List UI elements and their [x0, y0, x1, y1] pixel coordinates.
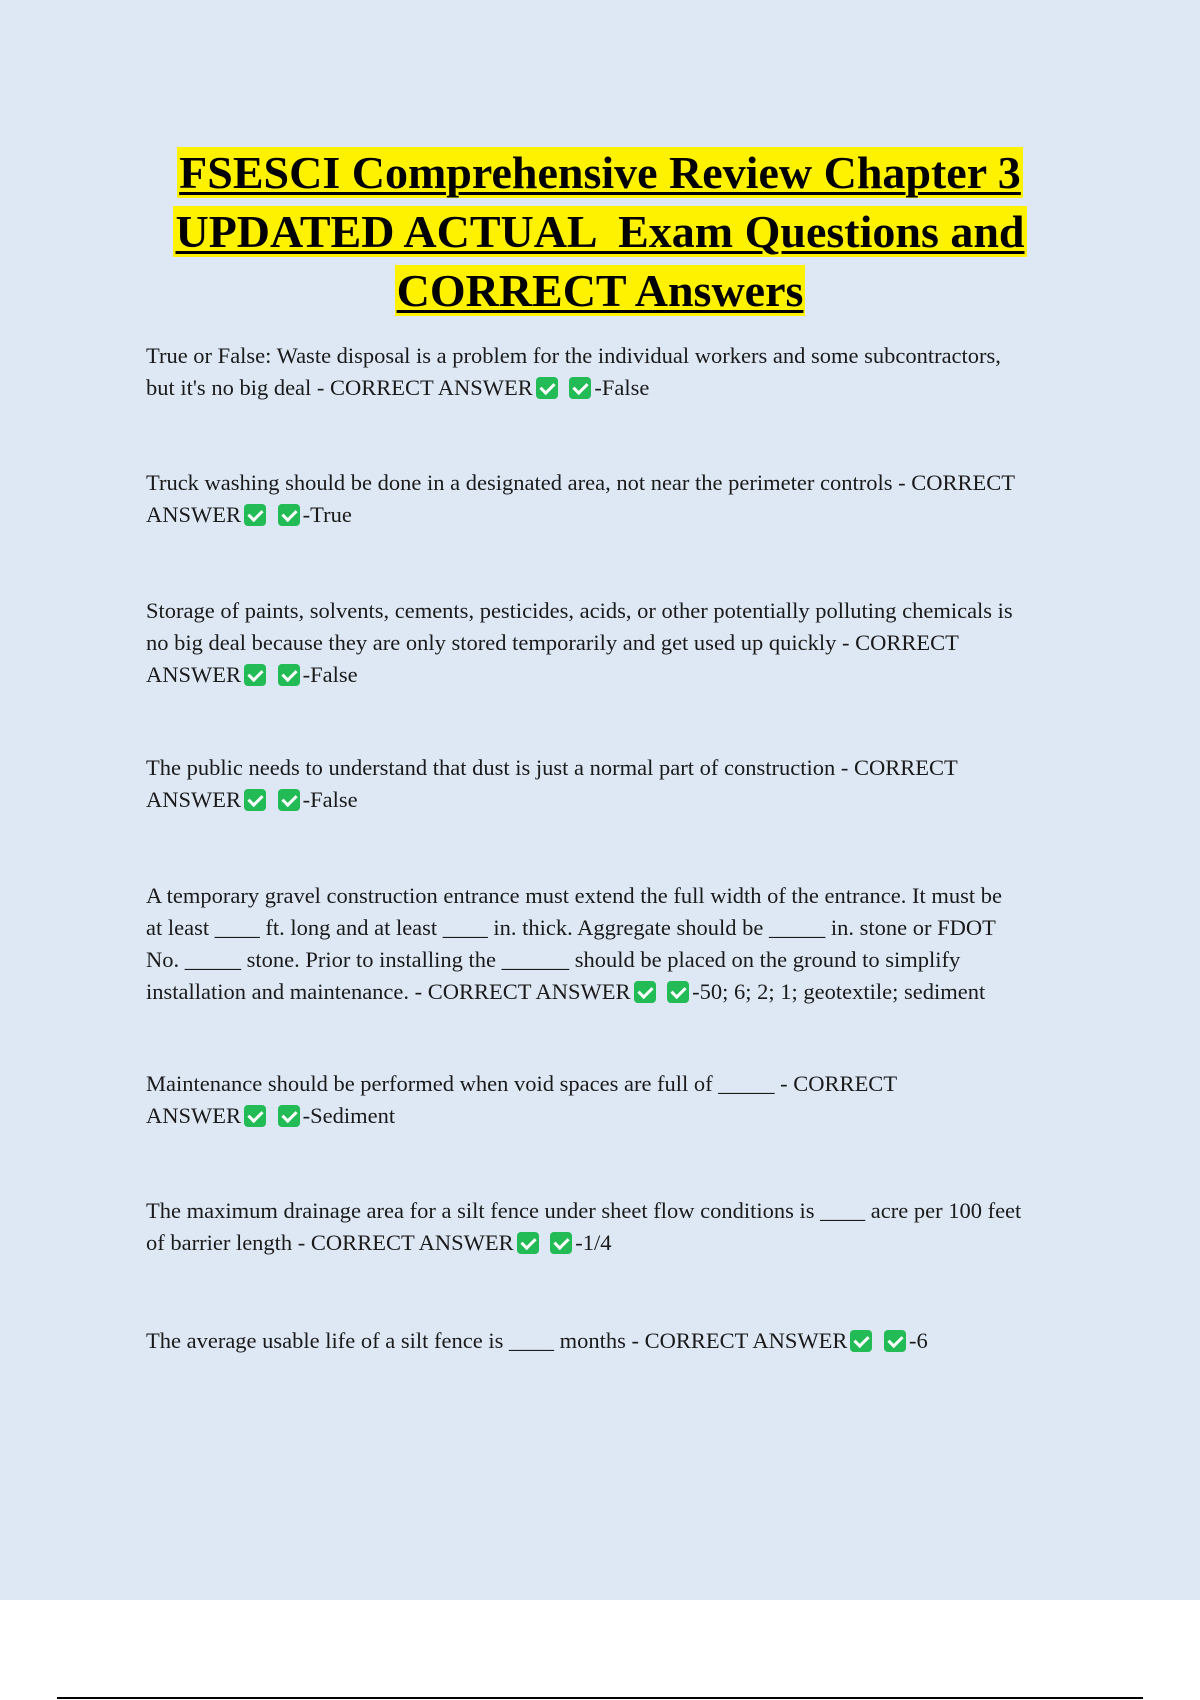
question-text: No. _____ stone. Prior to installing the ______ should be placed on the ground to simplify [146, 947, 961, 972]
correct-answer: -True [302, 502, 352, 527]
question-block [146, 1325, 1096, 1357]
question-text: A temporary gravel construction entrance must extend the full width of the entrance. It must be [146, 883, 1002, 908]
question-block [146, 1195, 1096, 1259]
question-text: installation and maintenance. - CORRECT ANSWER [146, 979, 631, 1004]
question-block [146, 595, 1096, 691]
title-line-1: FSESCI Comprehensive Review Chapter 3 [179, 147, 1021, 198]
correct-answer: -50; 6; 2; 1; geotextile; sediment [692, 979, 986, 1004]
check-mark-icon [244, 1105, 266, 1127]
check-mark-icon [884, 1330, 906, 1352]
answer-line [146, 499, 1096, 531]
title-line-3: CORRECT Answers [396, 265, 804, 316]
question-text: The average usable life of a silt fence is ____ months - CORRECT ANSWER [146, 1328, 848, 1353]
document-title [100, 143, 1100, 320]
check-mark-icon [244, 664, 266, 686]
answer-line [146, 1227, 1096, 1259]
question-text: ANSWER [146, 502, 241, 527]
check-mark-icon [667, 981, 689, 1003]
question-text: Storage of paints, solvents, cements, pesticides, acids, or other potentially polluting chemicals is [146, 598, 1013, 623]
answer-line [146, 784, 1096, 816]
title-line-2: UPDATED ACTUAL Exam Questions and [175, 206, 1025, 257]
correct-answer: -False [302, 662, 358, 687]
check-mark-icon [569, 377, 591, 399]
correct-answer: -False [302, 787, 358, 812]
question-text: ANSWER [146, 787, 241, 812]
check-mark-icon [278, 789, 300, 811]
question-text: The maximum drainage area for a silt fence under sheet flow conditions is ____ acre per 100 feet [146, 1198, 1022, 1223]
answer-line [146, 976, 1096, 1008]
question-block [146, 467, 1096, 531]
correct-answer: -False [594, 375, 650, 400]
answer-line [146, 1325, 1096, 1357]
question-text: ANSWER [146, 1103, 241, 1128]
check-mark-icon [244, 504, 266, 526]
correct-answer: -1/4 [575, 1230, 612, 1255]
question-text: ANSWER [146, 662, 241, 687]
check-mark-icon [517, 1232, 539, 1254]
check-mark-icon [536, 377, 558, 399]
question-text: True or False: Waste disposal is a problem for the individual workers and some subcontractors, [146, 343, 1001, 368]
check-mark-icon [278, 664, 300, 686]
check-mark-icon [550, 1232, 572, 1254]
check-mark-icon [634, 981, 656, 1003]
check-mark-icon [244, 789, 266, 811]
question-text: at least ____ ft. long and at least ____ in. thick. Aggregate should be _____ in. stone or FDOT [146, 915, 996, 940]
question-text: no big deal because they are only stored temporarily and get used up quickly - CORRECT [146, 630, 959, 655]
question-text: but it's no big deal - CORRECT ANSWER [146, 375, 533, 400]
question-text: Truck washing should be done in a designated area, not near the perimeter controls - CORRECT [146, 470, 1015, 495]
answer-line [146, 1100, 1096, 1132]
check-mark-icon [278, 504, 300, 526]
question-text: of barrier length - CORRECT ANSWER [146, 1230, 514, 1255]
answer-line [146, 659, 1096, 691]
question-text: The public needs to understand that dust is just a normal part of construction - CORRECT [146, 755, 958, 780]
correct-answer: -6 [908, 1328, 928, 1353]
question-block [146, 752, 1096, 816]
question-block [146, 1068, 1096, 1132]
question-block [146, 880, 1096, 1008]
question-block [146, 340, 1096, 404]
check-mark-icon [278, 1105, 300, 1127]
question-text: Maintenance should be performed when void spaces are full of _____ - CORRECT [146, 1071, 898, 1096]
correct-answer: -Sediment [302, 1103, 396, 1128]
answer-line [146, 372, 1096, 404]
check-mark-icon [850, 1330, 872, 1352]
footer-divider [57, 1697, 1143, 1699]
